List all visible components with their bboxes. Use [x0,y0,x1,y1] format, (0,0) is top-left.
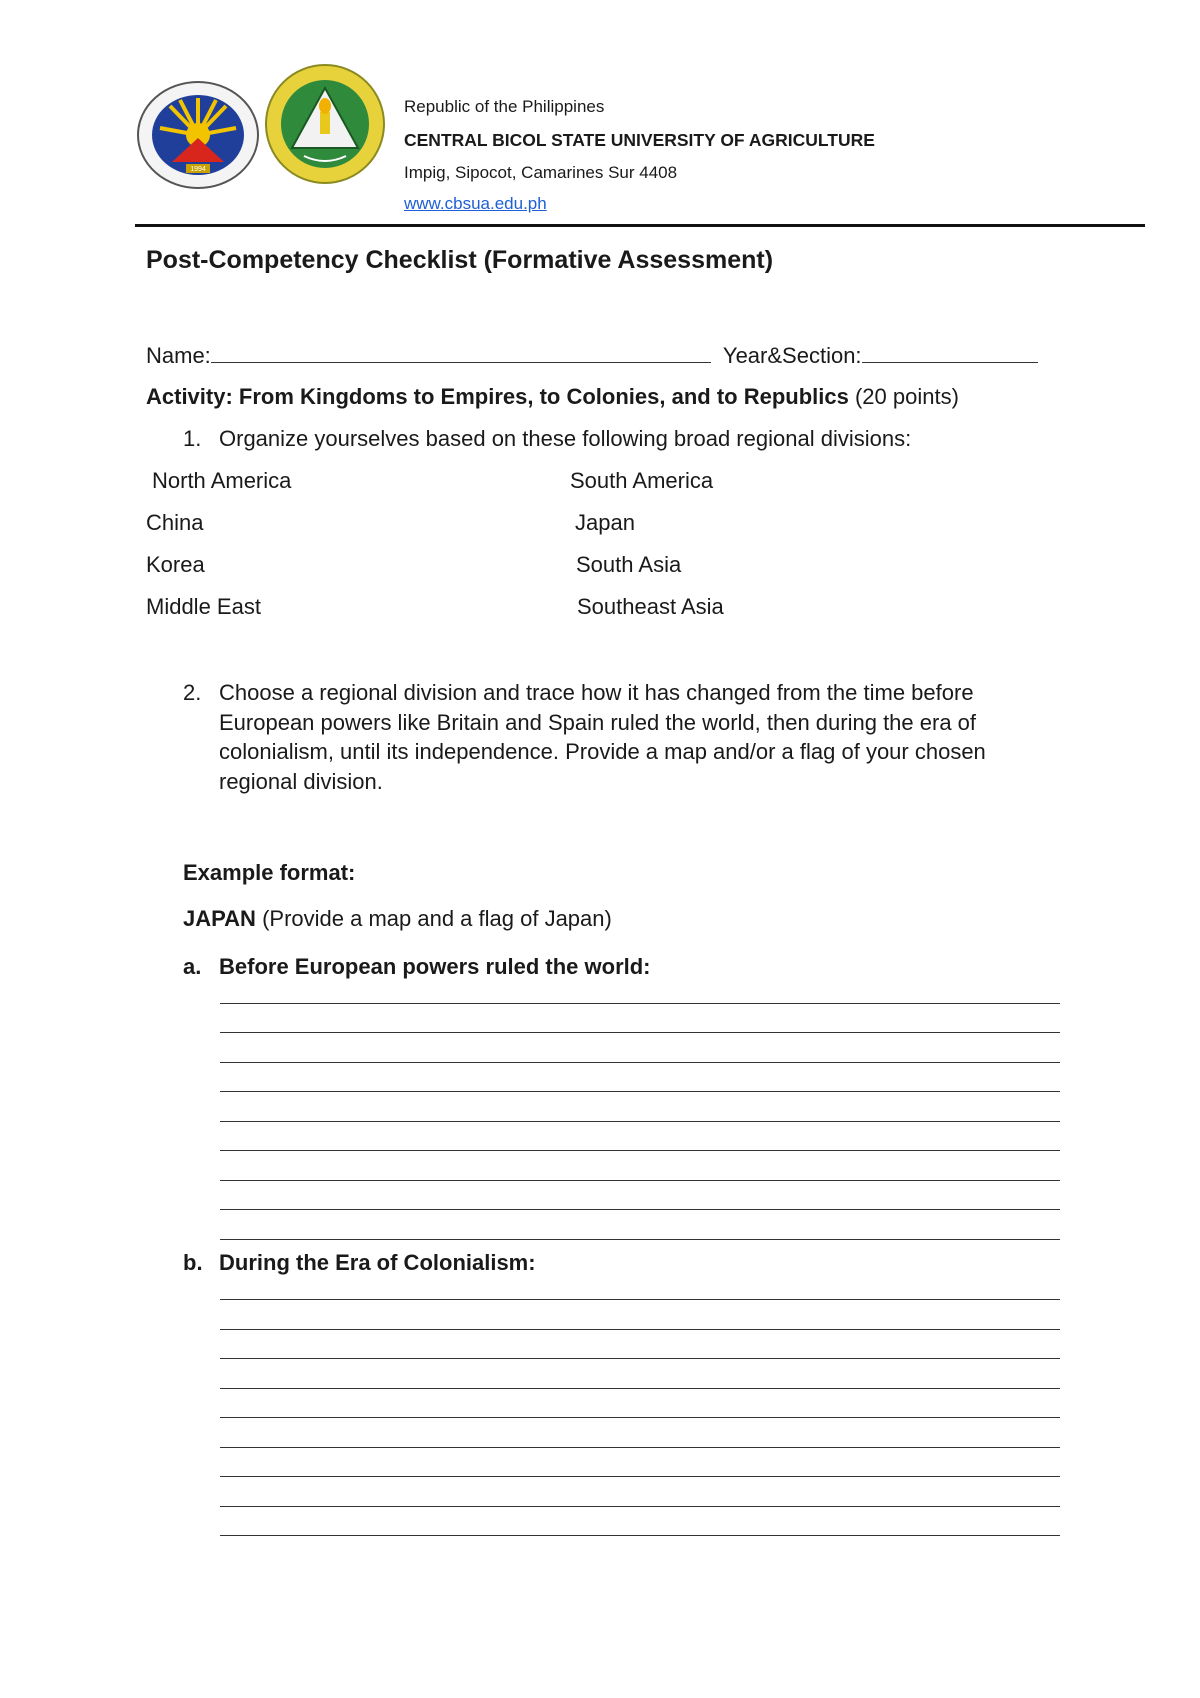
name-field-row [146,340,1038,371]
university-address: Impig, Sipocot, Camarines Sur 4408 [404,163,678,182]
answer-line-b[interactable] [220,1535,1060,1536]
answer-line-a[interactable] [220,1239,1060,1240]
answer-line-b[interactable] [220,1476,1060,1477]
activity-line [146,382,959,412]
answer-line-b[interactable] [220,1358,1060,1359]
answer-line-a[interactable] [220,1032,1060,1033]
answer-line-b[interactable] [220,1388,1060,1389]
activity-points: (20 points) [854,384,959,409]
year-section-blank[interactable] [862,340,1038,363]
region-china: China [146,510,204,535]
answer-line-b[interactable] [220,1447,1060,1448]
republic-line: Republic of the Philippines [404,97,605,116]
answer-line-b[interactable] [220,1299,1060,1300]
activity-label: Activity: From Kingdoms to Empires, to Colonies, and to Republics [146,384,849,409]
answer-line-a[interactable] [220,1062,1060,1063]
region-southeast-asia: Southeast Asia [577,594,724,619]
item1-number: 1. [183,426,202,451]
section-b-letter: b. [183,1250,203,1275]
name-blank[interactable] [211,340,711,363]
section-b-heading: During the Era of Colonialism: [219,1250,536,1275]
section-a-heading: Before European powers ruled the world: [219,954,651,979]
example-country-line [183,904,612,934]
answer-line-a[interactable] [220,1150,1060,1151]
svg-text:1994: 1994 [190,166,206,173]
answer-line-b[interactable] [220,1506,1060,1507]
header-divider [135,224,1145,227]
item2-text: Choose a regional division and trace how it has changed from the time before European powers like Britain and Spain ruled the world, then during the era of colonialism, until its independence. Provide a map and/or a flag of your chosen regional division. [219,680,986,794]
answer-line-a[interactable] [220,1209,1060,1210]
region-south-asia: South Asia [576,552,682,577]
item1-text: Organize yourselves based on these following broad regional divisions: [219,426,912,451]
university-name: CENTRAL BICOL STATE UNIVERSITY OF AGRICULTURE [404,130,875,150]
item2-number: 2. [183,680,202,705]
region-south-america: South America [570,468,714,493]
region-middle-east: Middle East [146,594,261,619]
ched-seal-logo [136,80,261,190]
page-title: Post-Competency Checklist (Formative Assessment) [146,246,774,274]
example-country: JAPAN [183,906,256,931]
answer-line-a[interactable] [220,1091,1060,1092]
answer-line-a[interactable] [220,1003,1060,1004]
cbsua-seal-logo [264,62,386,186]
example-country-note: (Provide a map and a flag of Japan) [262,906,612,931]
name-label: Name: [146,343,211,368]
answer-line-b[interactable] [220,1417,1060,1418]
year-section-label: Year&Section: [722,343,862,368]
region-japan: Japan [575,510,635,535]
university-website-link[interactable]: www.cbsua.edu.ph [404,194,547,213]
section-a-letter: a. [183,954,202,979]
region-korea: Korea [146,552,205,577]
answer-line-b[interactable] [220,1329,1060,1330]
answer-line-a[interactable] [220,1180,1060,1181]
region-north-america: North America [152,468,292,493]
example-heading: Example format: [183,860,356,885]
answer-line-a[interactable] [220,1121,1060,1122]
